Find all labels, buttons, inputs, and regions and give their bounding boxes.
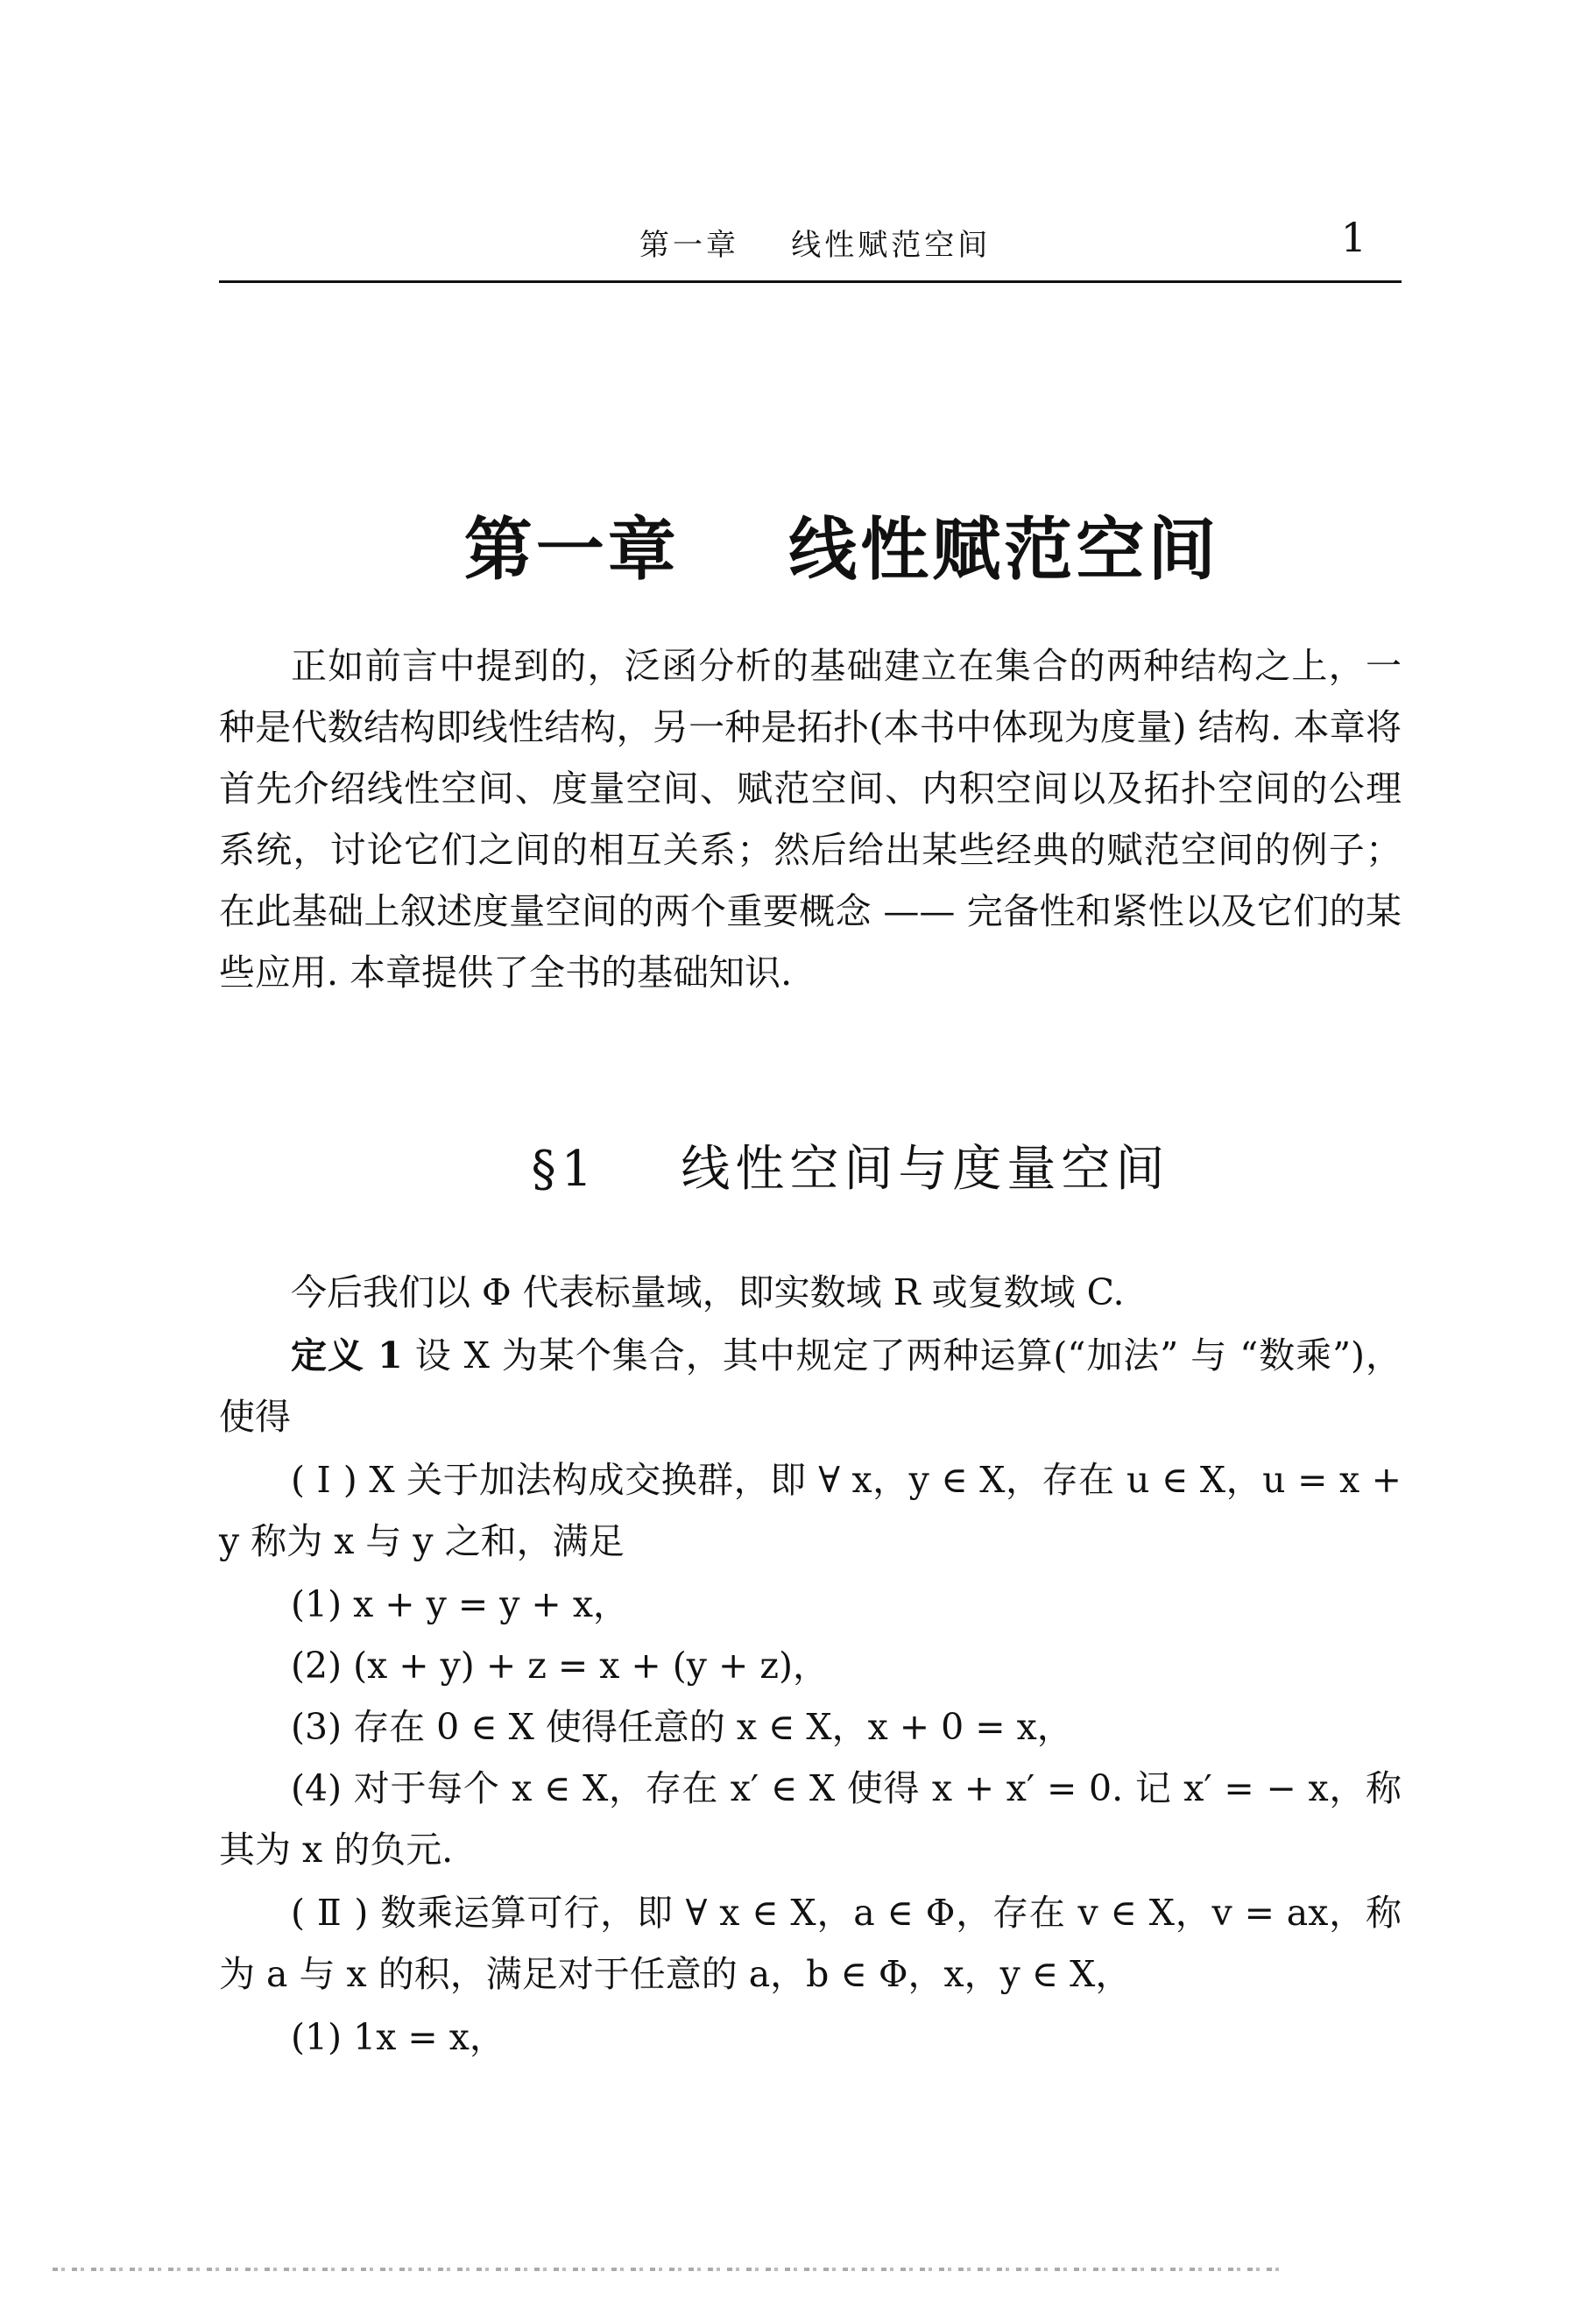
axiom-i-item-2: (2) (x + y) + z = x + (y + z)， — [291, 1645, 829, 1687]
axiom-i-item-1: (1) x + y = y + x， — [291, 1583, 629, 1625]
scan-artifact — [53, 2268, 1279, 2271]
scalar-field-paragraph: 今后我们以 Φ 代表标量域，即实数域 R 或复数域 C. — [291, 1271, 1125, 1313]
main-text — [219, 1262, 1402, 2068]
running-header — [219, 214, 1402, 283]
axiom-i: ( Ⅰ ) X 关于加法构成交换群，即 ∀ x，y ∈ X，存在 u ∈ X，u = x + y 称为 x 与 y 之和，满足 — [219, 1459, 1402, 1562]
page-number: 1 — [1340, 214, 1366, 261]
chapter-title: 第一章 线性赋范空间 — [463, 510, 1220, 590]
axiom-ii: ( Ⅱ ) 数乘运算可行，即 ∀ x ∈ X，a ∈ Φ，存在 v ∈ X，v = ax，称为 a 与 x 的积，满足对于任意的 a，b ∈ Φ，x，y ∈ X， — [219, 1892, 1402, 1995]
running-title: 第一章 线性赋范空间 — [639, 228, 992, 263]
intro-paragraph: 正如前言中提到的，泛函分析的基础建立在集合的两种结构之上，一种是代数结构即线性结构，另一种是拓扑(本书中体现为度量) 结构. 本章将首先介绍线性空间、度量空间、赋范空间、内积空间以及拓扑空间的公理系统，讨论它们之间的相互关系；然后给出某些经典的赋范空间的例子；在此基础上叙述度量空间的两个重要概念 —— 完备性和紧性以及它们的某些应用. 本章提供了全书的基础知识. — [219, 645, 1402, 994]
axiom-i-item-4: (4) 对于每个 x ∈ X，存在 x′ ∈ X 使得 x + x′ = 0. 记 x′ = − x，称其为 x 的负元. — [219, 1767, 1402, 1871]
definition-label: 定义 1 — [291, 1334, 403, 1376]
definition-paragraph — [219, 1325, 1402, 1447]
axiom-i-item-3: (3) 存在 0 ∈ X 使得任意的 x ∈ X，x + 0 = x， — [291, 1706, 1073, 1748]
definition-text: 设 X 为某个集合，其中规定了两种运算(“加法” 与 “数乘”)，使得 — [219, 1334, 1402, 1438]
intro-block — [219, 635, 1402, 1003]
section-heading: §1 线性空间与度量空间 — [531, 1141, 1170, 1198]
axiom-ii-item-1: (1) 1x = x， — [291, 2016, 505, 2058]
